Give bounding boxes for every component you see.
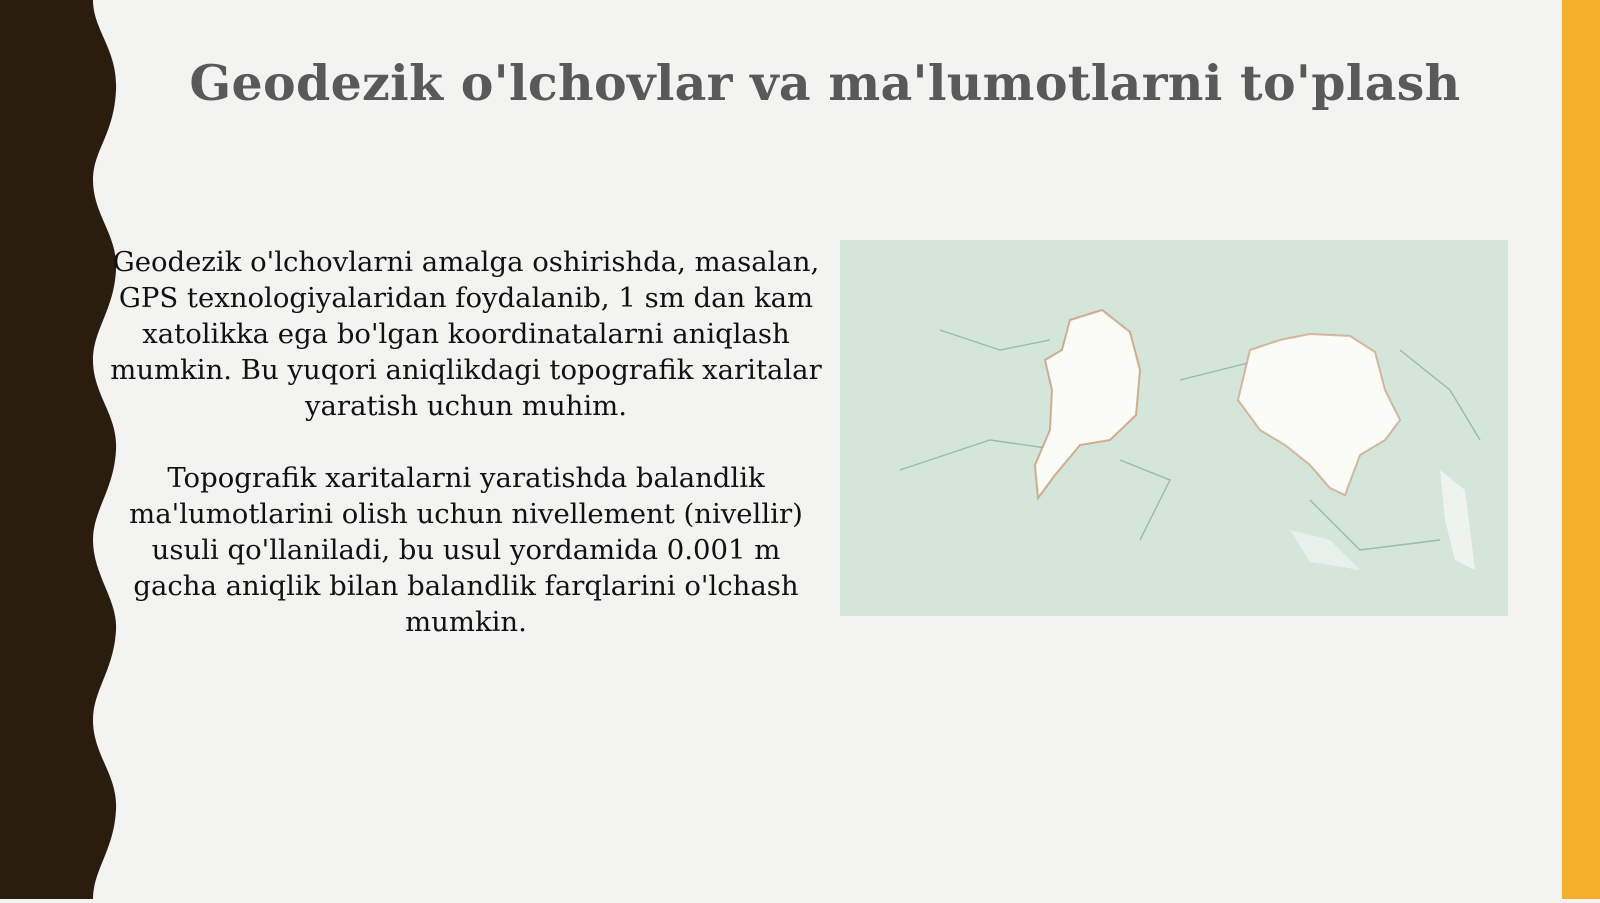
slide-title: Geodezik o'lchovlar va ma'lumotlarni to'plash (189, 54, 1461, 112)
paragraph-levelling: Topografik xaritalarni yaratishda balandlik ma'lumotlarini olish uchun nivellement (nivellir) usuli qo'llaniladi, bu usul yordamida 0.001 m gacha aniqlik bilan balandlik farqlarini o'lchash mumkin. (129, 462, 803, 638)
right-accent-band (1562, 0, 1600, 899)
body-text (110, 244, 822, 640)
peeling-paint-photo (840, 240, 1508, 616)
paragraph-gps: Geodezik o'lchovlarni amalga oshirishda, masalan, GPS texnologiyalaridan foydalanib, 1 sm dan kam xatolikka ega bo'lgan koordinatalarni aniqlash mumkin. Bu yuqori aniqlikdagi topografik xaritalar yaratish uchun muhim. (110, 246, 822, 422)
